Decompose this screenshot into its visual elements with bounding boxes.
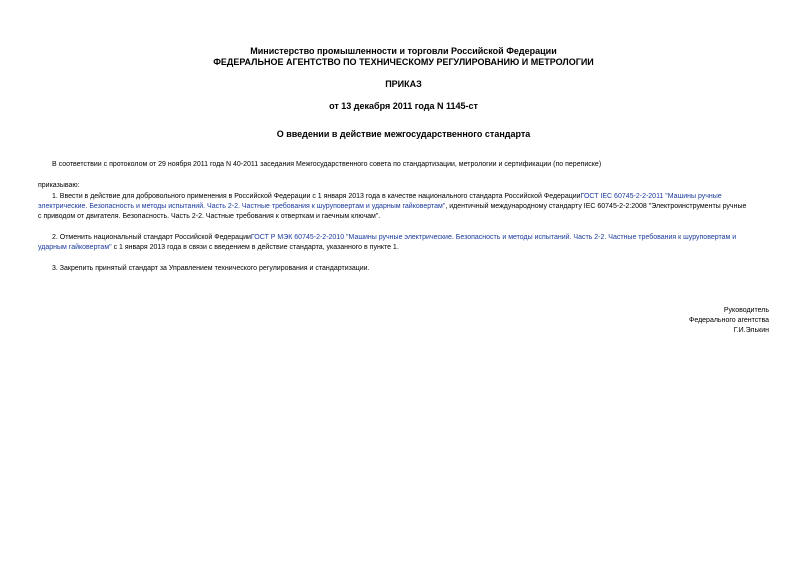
- item-2-line-2: [38, 243, 399, 253]
- order-word: приказываю:: [38, 182, 80, 189]
- item-2-text-continued: с 1 января 2013 года в связи с введением в действие стандарта, указанного в пункте 1.: [111, 244, 399, 251]
- gost-r-mek-60745-link[interactable]: ГОСТ Р МЭК 60745-2-2-2010 "Машины ручные электрические. Безопасность и методы испытаний. Часть 2-2. Частные требования к шуруповертам и: [250, 234, 737, 241]
- item-1-line-2: [38, 202, 746, 212]
- document-type: ПРИКАЗ: [385, 79, 422, 89]
- item-1-line-1: [52, 192, 722, 202]
- signature-org: Федерального агентства: [689, 317, 769, 324]
- agency-title: ФЕДЕРАЛЬНОЕ АГЕНТСТВО ПО ТЕХНИЧЕСКОМУ РЕГУЛИРОВАНИЮ И МЕТРОЛОГИИ: [213, 57, 594, 67]
- ministry-title: Министерство промышленности и торговли Российской Федерации: [250, 46, 557, 56]
- item-2-text: 2. Отменить национальный стандарт Российской Федерации: [52, 234, 251, 241]
- item-2-line-1: [52, 233, 736, 243]
- gost-iec-60745-link-continued[interactable]: электрические. Безопасность и методы испытаний. Часть 2-2. Частные требования к шуруповертам и ударным гайковертам": [38, 203, 446, 210]
- signature-title: Руководитель: [723, 307, 769, 314]
- gost-iec-60745-link[interactable]: ГОСТ IEC 60745-2-2-2011 "Машины ручные: [580, 193, 722, 200]
- preamble: В соответствии с протоколом от 29 ноября 2011 года N 40-2011 заседания Межгосударственного совета по стандартизации, метрологии и сертификации (по переписке): [52, 161, 602, 168]
- item-1-text: 1. Ввести в действие для добровольного применения в Российской Федерации с 1 января 2013 года в качестве национального стандарта Российской Федерации: [52, 193, 581, 200]
- document-date-number: от 13 декабря 2011 года N 1145-ст: [329, 101, 478, 111]
- item-1-line-3: с приводом от двигателя. Безопасность. Часть 2-2. Частные требования к отверткам и гаечным ключам".: [38, 213, 381, 220]
- gost-r-mek-60745-link-continued[interactable]: ударным гайковертам": [38, 244, 112, 251]
- item-3: 3. Закрепить принятый стандарт за Управлением технического регулирования и стандартизации.: [52, 265, 370, 272]
- document-subject: О введении в действие межгосударственного стандарта: [276, 129, 531, 139]
- signature-name: Г.И.Элькин: [733, 327, 769, 334]
- item-1-text-continued: , идентичный международному стандарту IEC 60745-2-2:2008 "Электроинструменты ручные: [445, 203, 747, 210]
